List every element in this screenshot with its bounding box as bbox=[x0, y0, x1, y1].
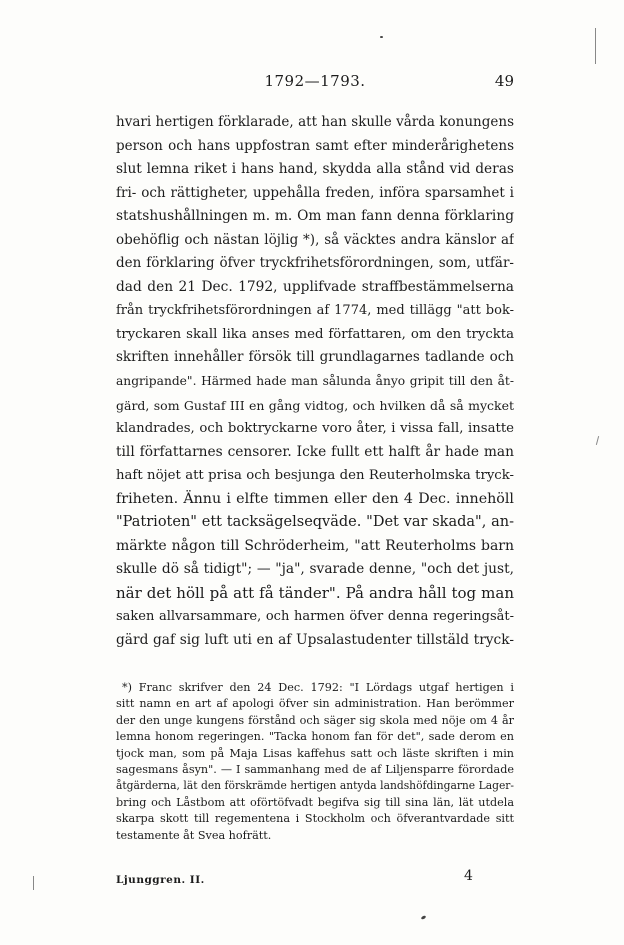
text-line: från tryckfrihetsförordningen af 1774, med tillägg "att bok- bbox=[116, 303, 514, 319]
main-text bbox=[116, 111, 514, 653]
text-line: slut lemna riket i hans hand, skydda alla stånd vid deras bbox=[116, 161, 514, 178]
text-line: angripande". Härmed hade man sålunda ånyo gripit till den åt- bbox=[116, 374, 514, 389]
margin-mark bbox=[596, 436, 599, 445]
footnote-line: der den unge kungens förstånd och säger sig skola med nöje om 4 år bbox=[116, 713, 514, 727]
running-head bbox=[116, 72, 514, 94]
footnote-line: testamente åt Svea hofrätt. bbox=[116, 828, 272, 842]
text-line: gärd, som Gustaf III en gång vidtog, och hvilken då så mycket bbox=[116, 397, 514, 413]
text-line: skulle dö så tidigt"; — "ja", svarade denne, "och det just, bbox=[116, 561, 514, 578]
signature-mark: Ljunggren. II. bbox=[116, 874, 205, 886]
margin-mark bbox=[33, 876, 34, 890]
footnote-line: skarpa skott till regementena i Stockholm och öfverantvardade sitt bbox=[116, 812, 514, 826]
text-line: klandrades, och boktryckarne voro åter, i vissa fall, insatte bbox=[116, 421, 514, 437]
text-line: haft nöjet att prisa och besjunga den Reuterholmska tryck- bbox=[116, 468, 514, 484]
text-line: märkte någon till Schröderheim, "att Reuterholms barn bbox=[116, 537, 514, 554]
text-line: friheten. Ännu i elfte timmen eller den 4 Dec. innehöll bbox=[116, 490, 514, 507]
footnote-line: *) Franc skrifver den 24 Dec. 1792: "I Lördags utgaf hertigen i bbox=[122, 681, 514, 694]
text-line: "Patrioten" ett tacksägelseqväde. "Det var skada", an- bbox=[116, 514, 514, 531]
footnote-separator bbox=[116, 672, 514, 673]
text-line: dad den 21 Dec. 1792, upplifvade straffbestämmelserna bbox=[116, 278, 514, 295]
sheet-number: 4 bbox=[464, 868, 473, 884]
text-line: obehöflig och nästan löjlig *), så väcktes andra känslor af bbox=[116, 231, 514, 248]
footnote-line: åtgärderna, lät den förskrämde hertigen antyda landshöfdingarne Lager- bbox=[116, 779, 514, 793]
footnote-line: sitt namn en art af apologi öfver sin administration. Han berömmer bbox=[116, 697, 514, 711]
text-line: gärd gaf sig luft uti en af Upsalastudenter tillstäld tryck- bbox=[116, 632, 514, 649]
page-number: 49 bbox=[494, 72, 514, 90]
footnote bbox=[116, 680, 514, 844]
text-line: fri- och rättigheter, uppehålla freden, införa sparsamhet i bbox=[116, 184, 514, 201]
text-line: person och hans uppfostran samt efter minderårighetens bbox=[116, 137, 514, 154]
running-head-title: 1792—1793. bbox=[264, 72, 366, 90]
signature-line bbox=[116, 868, 514, 892]
text-line: när det höll på att få tänder". På andra håll tog man bbox=[116, 583, 514, 602]
text-line: den förklaring öfver tryckfrihetsförordningen, som, utfär- bbox=[116, 255, 514, 272]
ink-speck bbox=[380, 36, 383, 38]
footnote-line: sagesmans åsyn". — I sammanhang med de af Liljensparre förordade bbox=[116, 762, 514, 776]
footnote-line: bring och Låstbom att oförtöfvadt begifva sig till sina län, lät utdela bbox=[116, 795, 514, 809]
footnote-line: lemna honom regeringen. "Tacka honom fan för det", sade derom en bbox=[116, 730, 514, 744]
text-line: tryckaren skall lika anses med författaren, om den tryckta bbox=[116, 326, 514, 342]
margin-mark bbox=[595, 28, 596, 64]
text-line: skriften innehåller försök till grundlagarnes tadlande och bbox=[116, 349, 514, 366]
text-line: hvari hertigen förklarade, att han skulle vårda konungens bbox=[116, 114, 514, 130]
footnote-line: tjock man, som på Maja Lisas kaffehus satt och läste skriften i min bbox=[116, 746, 514, 760]
text-line: saken allvarsammare, och harmen öfver denna regeringsåt- bbox=[116, 609, 514, 625]
text-line: statshushållningen m. m. Om man fann denna förklaring bbox=[116, 208, 514, 225]
text-line: till författarnes censorer. Icke fullt ett halft år hade man bbox=[116, 443, 514, 460]
ink-speck bbox=[421, 915, 427, 920]
